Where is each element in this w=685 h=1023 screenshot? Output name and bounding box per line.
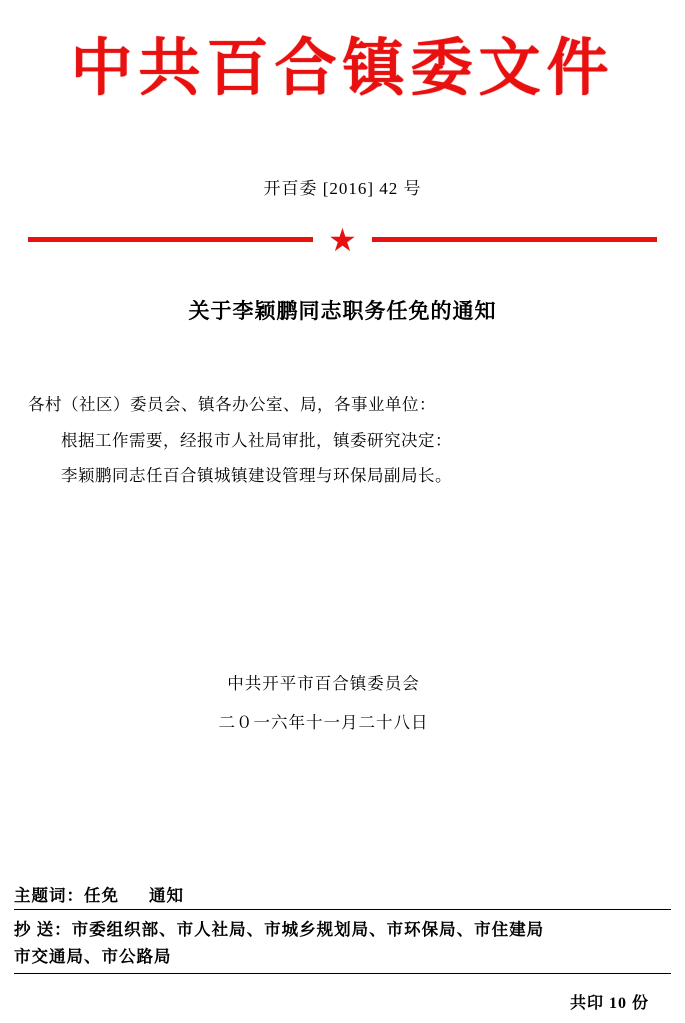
keyword-item-2: 通知 bbox=[149, 885, 184, 905]
signature-organization: 中共开平市百合镇委员会 bbox=[227, 673, 420, 693]
red-bar-right bbox=[372, 237, 657, 242]
footer-rule-2 bbox=[14, 973, 671, 974]
signature-date: 二０一六年十一月二十八日 bbox=[218, 713, 429, 733]
cc-label: 抄 送： bbox=[14, 919, 72, 939]
star-icon: ★ bbox=[328, 222, 357, 259]
cc-line-1 bbox=[14, 916, 671, 943]
keywords-label: 主题词： bbox=[14, 885, 84, 905]
signature-block bbox=[28, 664, 657, 743]
red-bar-left bbox=[28, 237, 313, 242]
print-copies: 共印 10 份 bbox=[569, 995, 649, 1012]
body-paragraph-2: 李颖鹏同志任百合镇城镇建设管理与环保局副局长。 bbox=[61, 466, 452, 486]
red-divider bbox=[28, 222, 657, 259]
cc-recipients-line-1: 市委组织部、市人社局、市城乡规划局、市环保局、市住建局 bbox=[71, 919, 545, 939]
cc-block bbox=[14, 916, 671, 973]
document-footer bbox=[14, 882, 671, 1013]
document-title: 关于李颖鹏同志职务任免的通知 bbox=[188, 299, 497, 324]
keyword-item-1: 任免 bbox=[84, 885, 119, 905]
document-body bbox=[28, 387, 657, 493]
document-number: 开百委 [2016] 42 号 bbox=[263, 179, 422, 199]
footer-rule-1 bbox=[14, 909, 671, 910]
document-masthead: 中共百合镇委文件 bbox=[70, 31, 615, 104]
keywords-row bbox=[14, 882, 671, 909]
body-paragraph-addressee: 各村（社区）委员会、镇各办公室、局，各事业单位： bbox=[28, 395, 436, 415]
body-paragraph-1: 根据工作需要，经报市人社局审批，镇委研究决定： bbox=[61, 430, 452, 450]
cc-recipients-line-2: 市交通局、市公路局 bbox=[14, 946, 172, 966]
